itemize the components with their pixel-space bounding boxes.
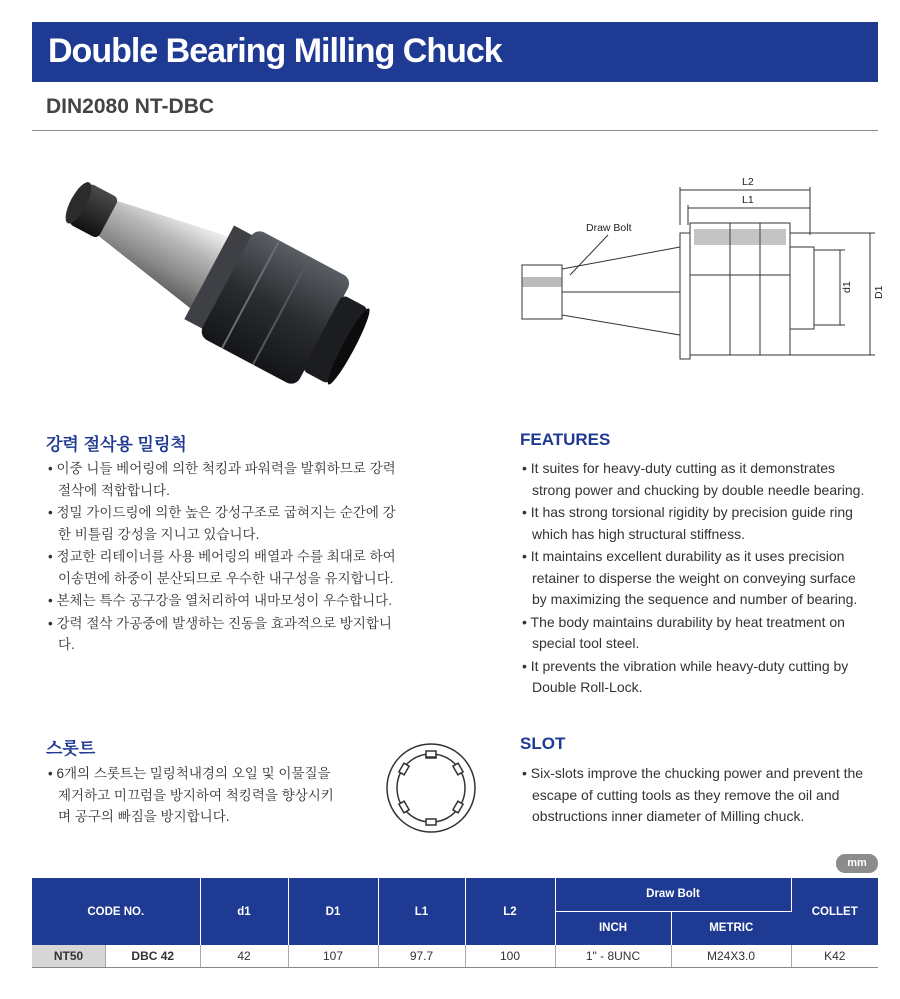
header-code: CODE NO.	[32, 878, 200, 945]
list-item: • The body maintains durability by heat treatment on special tool steel.	[520, 612, 870, 655]
list-item: • It prevents the vibration while heavy-duty cutting by Double Roll-Lock.	[520, 656, 870, 699]
D1-cell: 107	[288, 945, 378, 968]
table-row	[32, 945, 878, 968]
divider	[32, 130, 878, 131]
dim-label-d1: d1	[841, 281, 853, 293]
metric-cell: M24X3.0	[671, 945, 791, 968]
draw-bolt-label: Draw Bolt	[586, 222, 632, 234]
list-item: • It suites for heavy-duty cutting as it demonstrates strong power and chucking by double needle bearing.	[520, 458, 870, 501]
page-title: Double Bearing Milling Chuck	[48, 32, 502, 70]
L1-cell: 97.7	[378, 945, 465, 968]
inch-cell: 1" - 8UNC	[555, 945, 671, 968]
list-item: • 6개의 스롯트는 밀링척내경의 오일 및 이물질을 제거하고 미끄럼을 방지하여 척킹력을 향상시키며 공구의 빠짐을 방지합니다.	[46, 763, 346, 828]
list-item: • Six-slots improve the chucking power and prevent the escape of cutting tools as they remove the oil and obstructions inner diameter of Milling chuck.	[520, 763, 870, 828]
list-item: • 본체는 특수 공구강을 열처리하여 내마모성이 우수합니다.	[46, 590, 396, 612]
english-slot-heading: SLOT	[520, 734, 566, 753]
list-item: • 강력 절삭 가공중에 발생하는 진동을 효과적으로 방지합니다.	[46, 613, 396, 656]
slot-diagram	[385, 742, 477, 834]
korean-slot-list	[46, 763, 346, 829]
korean-features-heading: 강력 절삭용 밀링척	[46, 435, 187, 454]
header-inch: INCH	[555, 911, 671, 945]
title-banner	[32, 22, 878, 82]
model-cell: NT50	[32, 945, 106, 967]
header-metric: METRIC	[671, 911, 791, 945]
list-item: • 정교한 리테이너를 사용 베어링의 배열과 수를 최대로 하여 이송면에 하중이 분산되므로 우수한 내구성을 유지합니다.	[46, 546, 396, 589]
collet-cell: K42	[791, 945, 878, 968]
d1-cell: 42	[200, 945, 288, 968]
spec-table	[32, 878, 878, 968]
english-features-heading: FEATURES	[520, 430, 611, 449]
header-d1: d1	[200, 878, 288, 945]
list-item: • It has strong torsional rigidity by precision guide ring which has high structural stiffness.	[520, 502, 870, 545]
list-item: • 이중 니들 베어링에 의한 척킹과 파워력을 발휘하므로 강력 절삭에 적합합니다.	[46, 458, 396, 501]
english-features-list	[520, 458, 870, 700]
list-item: • 정밀 가이드링에 의한 높은 강성구조로 굽혀지는 순간에 강한 비틀림 강성을 지니고 있습니다.	[46, 502, 396, 545]
list-item: • It maintains excellent durability as it uses precision retainer to disperse the weight on conveying surface by maximizing the sequence and number of bearing.	[520, 546, 870, 611]
header-L2: L2	[465, 878, 555, 945]
header-draw-bolt: Draw Bolt	[555, 878, 791, 911]
english-slot-list	[520, 763, 870, 829]
dim-label-l1: L1	[742, 194, 754, 206]
header-D1: D1	[288, 878, 378, 945]
L2-cell: 100	[465, 945, 555, 968]
product-photo	[40, 150, 380, 400]
technical-drawing	[510, 165, 890, 365]
code-cell: DBC 42	[131, 949, 175, 963]
dim-label-l2: L2	[742, 176, 754, 188]
korean-slot-heading: 스롯트	[46, 739, 96, 758]
header-L1: L1	[378, 878, 465, 945]
model-subtitle: DIN2080 NT-DBC	[46, 95, 215, 118]
unit-badge: mm	[836, 854, 878, 873]
header-collet: COLLET	[791, 878, 878, 945]
korean-features-list	[46, 458, 396, 657]
dim-label-D1: D1	[873, 285, 885, 299]
